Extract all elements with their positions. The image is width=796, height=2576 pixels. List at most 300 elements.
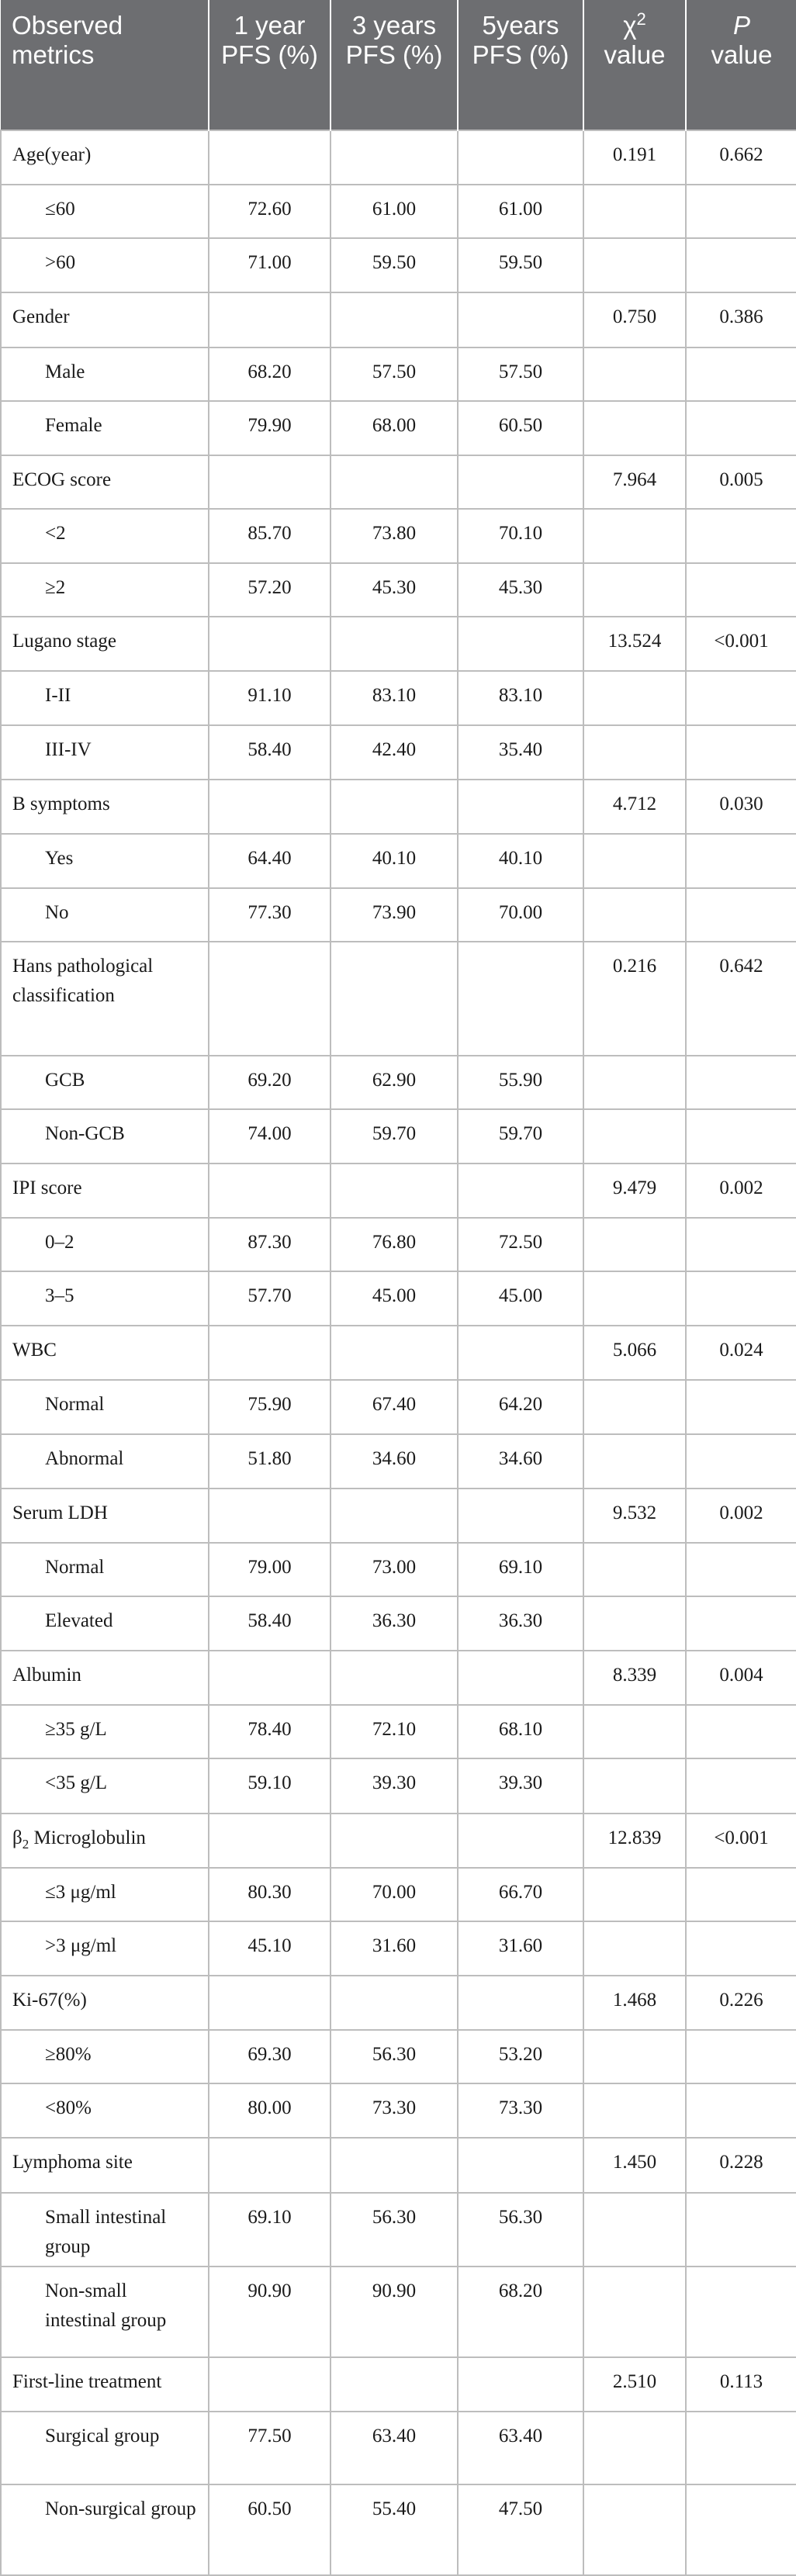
metric-label: Lymphoma site [1,2138,209,2192]
header-observed-metrics: Observed metrics [1,0,209,130]
metric-label: Gender [1,292,209,347]
pfs-1-year-cell [209,942,331,1056]
subgroup-row [1,509,796,563]
p-value-cell: 0.002 [686,1164,796,1218]
pfs-5-years-cell [458,1164,583,1218]
pfs-1-year-cell [209,1164,331,1218]
chi-square-cell [583,348,686,401]
p-value-cell [686,1056,796,1109]
pfs-5-years-cell [458,942,583,1056]
pfs-5-years-cell: 57.50 [458,348,583,401]
pfs-3-years-cell: 59.50 [331,238,458,292]
pfs-3-years-cell [331,1164,458,1218]
pfs-5-years-cell: 69.10 [458,1543,583,1596]
pfs-1-year-cell: 75.90 [209,1380,331,1433]
subgroup-label: Normal [1,1380,209,1433]
subgroup-label: Abnormal [1,1434,209,1489]
subgroup-label: Yes [1,834,209,888]
pfs-1-year-cell: 69.10 [209,2193,331,2267]
pfs-5-years-cell: 59.70 [458,1109,583,1164]
p-value-cell [686,2412,796,2484]
subgroup-label: Small intestinal group [1,2193,209,2267]
pfs-1-year-cell [209,2357,331,2412]
metric-label: IPI score [1,1164,209,1218]
metric-label: WBC [1,1326,209,1380]
pfs-3-years-cell [331,617,458,671]
pfs-5-years-cell: 56.30 [458,2193,583,2267]
subgroup-row [1,1543,796,1596]
pfs-5-years-cell: 83.10 [458,671,583,725]
p-value-cell [686,1921,796,1976]
pfs-1-year-cell: 80.00 [209,2083,331,2138]
chi-square-cell [583,1056,686,1109]
subgroup-label: 3–5 [1,1271,209,1326]
pfs-3-years-cell [331,292,458,347]
pfs-5-years-cell: 72.50 [458,1218,583,1271]
p-value-cell [686,725,796,779]
pfs-3-years-cell [331,1489,458,1543]
subgroup-label: Non-surgical group [1,2484,209,2575]
chi-square-cell [583,1434,686,1489]
pfs-5-years-cell: 60.50 [458,401,583,455]
subgroup-label: No [1,888,209,942]
metric-row [1,1164,796,1218]
pfs-1-year-cell: 77.50 [209,2412,331,2484]
subgroup-row [1,563,796,617]
chi-square-cell [583,725,686,779]
subgroup-row [1,671,796,725]
subgroup-row [1,2030,796,2083]
pfs-1-year-cell: 57.20 [209,563,331,617]
pfs-5-years-cell: 40.10 [458,834,583,888]
pfs-5-years-cell [458,455,583,509]
pfs-1-year-cell [209,1814,331,1868]
p-value-cell: 0.642 [686,942,796,1056]
metric-label [1,1814,209,1868]
pfs-3-years-cell: 62.90 [331,1056,458,1109]
p-value-cell: 0.005 [686,455,796,509]
pfs-3-years-cell: 55.40 [331,2484,458,2575]
pfs-1-year-cell: 72.60 [209,185,331,238]
pfs-5-years-cell [458,2357,583,2412]
pfs-1-year-cell: 80.30 [209,1868,331,1921]
chi-square-cell: 7.964 [583,455,686,509]
chi-square-cell: 9.479 [583,1164,686,1218]
pfs-5-years-cell: 45.30 [458,563,583,617]
pfs-3-years-cell [331,1976,458,2030]
pfs-1-year-cell: 91.10 [209,671,331,725]
pfs-5-years-cell: 35.40 [458,725,583,779]
pfs-1-year-cell: 51.80 [209,1434,331,1489]
pfs-5-years-cell [458,617,583,671]
subgroup-label: Female [1,401,209,455]
pfs-3-years-cell [331,1651,458,1705]
p-value-cell: 0.030 [686,780,796,834]
metric-label: First-line treatment [1,2357,209,2412]
chi-superscript: 2 [636,9,646,29]
pfs-1-year-cell: 69.30 [209,2030,331,2083]
chi-square-cell: 12.839 [583,1814,686,1868]
chi-square-cell: 0.191 [583,130,686,185]
pfs-5-years-cell: 59.50 [458,238,583,292]
chi-square-cell [583,401,686,455]
p-value-cell: 0.002 [686,1489,796,1543]
chi-square-cell [583,1380,686,1433]
pfs-1-year-cell: 68.20 [209,348,331,401]
p-value-cell [686,1380,796,1433]
header-5-years-pfs: 5years PFS (%) [458,0,583,130]
pfs-3-years-cell: 56.30 [331,2030,458,2083]
pfs-5-years-cell [458,1814,583,1868]
subgroup-row [1,1868,796,1921]
pfs-5-years-cell: 61.00 [458,185,583,238]
pfs-1-year-cell: 90.90 [209,2267,331,2357]
pfs-3-years-cell: 45.00 [331,1271,458,1326]
pfs-3-years-cell: 90.90 [331,2267,458,2357]
pfs-3-years-cell: 70.00 [331,1868,458,1921]
pfs-5-years-cell: 68.10 [458,1705,583,1758]
pfs-3-years-cell: 34.60 [331,1434,458,1489]
chi-square-cell [583,2484,686,2575]
pfs-1-year-cell [209,1651,331,1705]
pfs-1-year-cell: 78.40 [209,1705,331,1758]
label-subscript: 2 [22,1836,29,1852]
pfs-1-year-cell [209,617,331,671]
metric-row [1,130,796,185]
pfs-3-years-cell: 61.00 [331,185,458,238]
chi-square-cell: 4.712 [583,780,686,834]
pfs-1-year-cell: 58.40 [209,725,331,779]
metric-row [1,1326,796,1380]
pfs-5-years-cell: 39.30 [458,1758,583,1813]
pfs-3-years-cell: 63.40 [331,2412,458,2484]
metric-label: Albumin [1,1651,209,1705]
subgroup-row [1,1434,796,1489]
p-value-cell [686,185,796,238]
chi-square-cell [583,1543,686,1596]
header-1-year-pfs: 1 year PFS (%) [209,0,331,130]
pfs-1-year-cell: 60.50 [209,2484,331,2575]
pfs-1-year-cell [209,2138,331,2192]
subgroup-label: <2 [1,509,209,563]
pfs-3-years-cell: 68.00 [331,401,458,455]
pfs-1-year-cell [209,130,331,185]
chi-square-cell [583,1109,686,1164]
chi-square-cell: 9.532 [583,1489,686,1543]
chi-square-cell [583,563,686,617]
pfs-3-years-cell: 31.60 [331,1921,458,1976]
pfs-1-year-cell: 57.70 [209,1271,331,1326]
pfs-3-years-cell: 45.30 [331,563,458,617]
p-value-cell: 0.226 [686,1976,796,2030]
subgroup-row [1,238,796,292]
pfs-3-years-cell: 73.90 [331,888,458,942]
pfs-3-years-cell [331,455,458,509]
pfs-5-years-cell [458,292,583,347]
metric-row [1,780,796,834]
subgroup-row [1,1109,796,1164]
subgroup-row [1,185,796,238]
chi-square-cell [583,1868,686,1921]
p-value-cell [686,834,796,888]
metric-row [1,942,796,1056]
pfs-5-years-cell: 31.60 [458,1921,583,1976]
pfs-3-years-cell: 73.00 [331,1543,458,1596]
pfs-1-year-cell: 79.90 [209,401,331,455]
pfs-5-years-cell [458,130,583,185]
p-value-cell [686,1868,796,1921]
chi-square-cell [583,2267,686,2357]
chi-square-cell: 2.510 [583,2357,686,2412]
pfs-5-years-cell: 47.50 [458,2484,583,2575]
pfs-5-years-cell: 34.60 [458,1434,583,1489]
subgroup-label: Normal [1,1543,209,1596]
chi-square-cell [583,185,686,238]
p-value-cell [686,1109,796,1164]
p-value-cell [686,401,796,455]
chi-square-cell [583,2030,686,2083]
header-row [1,0,796,130]
pfs-1-year-cell [209,292,331,347]
p-value-cell [686,348,796,401]
subgroup-label: ≥2 [1,563,209,617]
pfs-5-years-cell: 55.90 [458,1056,583,1109]
subgroup-label: ≤60 [1,185,209,238]
pfs-5-years-cell: 70.00 [458,888,583,942]
header-chi-square-value [583,0,686,130]
pfs-1-year-cell: 74.00 [209,1109,331,1164]
chi-square-cell [583,2083,686,2138]
p-value-cell [686,1596,796,1651]
subgroup-label: ≥35 g/L [1,1705,209,1758]
chi-square-cell: 0.216 [583,942,686,1056]
chi-square-cell: 1.450 [583,2138,686,2192]
pfs-3-years-cell [331,2357,458,2412]
pfs-1-year-cell: 87.30 [209,1218,331,1271]
pfs-5-years-cell: 68.20 [458,2267,583,2357]
pfs-5-years-cell [458,1326,583,1380]
pfs-5-years-cell: 73.30 [458,2083,583,2138]
chi-symbol: χ [623,11,637,40]
pfs-3-years-cell: 59.70 [331,1109,458,1164]
p-value-cell [686,2484,796,2575]
p-value-cell [686,509,796,563]
chi-square-cell: 5.066 [583,1326,686,1380]
p-value-cell: 0.024 [686,1326,796,1380]
subgroup-row [1,1921,796,1976]
pfs-1-year-cell: 64.40 [209,834,331,888]
p-value-cell: 0.228 [686,2138,796,2192]
subgroup-row [1,401,796,455]
metric-label: Age(year) [1,130,209,185]
chi-square-cell [583,1921,686,1976]
pfs-1-year-cell: 58.40 [209,1596,331,1651]
metric-label: ECOG score [1,455,209,509]
pfs-5-years-cell [458,780,583,834]
metric-row [1,1976,796,2030]
subgroup-row [1,2412,796,2484]
chi-square-cell [583,1596,686,1651]
pfs-3-years-cell: 56.30 [331,2193,458,2267]
pfs-5-years-cell [458,2138,583,2192]
metric-row [1,1651,796,1705]
p-value-cell [686,238,796,292]
subgroup-label: >60 [1,238,209,292]
subgroup-row [1,2267,796,2357]
header-3-years-pfs: 3 years PFS (%) [331,0,458,130]
chi-square-cell [583,1218,686,1271]
pfs-3-years-cell [331,130,458,185]
chi-square-cell [583,2412,686,2484]
pfs-3-years-cell: 39.30 [331,1758,458,1813]
p-value-word: value [711,40,773,69]
chi-square-cell [583,2193,686,2267]
subgroup-row [1,1380,796,1433]
pfs-3-years-cell: 83.10 [331,671,458,725]
chi-square-cell [583,238,686,292]
pfs-5-years-cell: 66.70 [458,1868,583,1921]
subgroup-row [1,888,796,942]
subgroup-label: ≥80% [1,2030,209,2083]
pfs-5-years-cell [458,1976,583,2030]
p-value-cell [686,1218,796,1271]
pfs-3-years-cell: 73.80 [331,509,458,563]
chi-square-cell [583,509,686,563]
subgroup-label: <80% [1,2083,209,2138]
p-value-cell [686,563,796,617]
p-value-cell: 0.113 [686,2357,796,2412]
pfs-1-year-cell [209,780,331,834]
pfs-5-years-cell: 64.20 [458,1380,583,1433]
subgroup-label: ≤3 μg/ml [1,1868,209,1921]
chi-square-cell [583,1271,686,1326]
metric-row [1,1814,796,1868]
p-letter: P [732,11,750,40]
subgroup-row [1,348,796,401]
label-base: β [12,1827,22,1848]
metric-row [1,455,796,509]
subgroup-row [1,2193,796,2267]
p-value-cell: <0.001 [686,1814,796,1868]
chi-square-cell: 1.468 [583,1976,686,2030]
pfs-5-years-cell: 45.00 [458,1271,583,1326]
pfs-5-years-cell: 63.40 [458,2412,583,2484]
p-value-cell [686,1271,796,1326]
subgroup-label: Male [1,348,209,401]
subgroup-row [1,1596,796,1651]
pfs-3-years-cell [331,780,458,834]
subgroup-row [1,1705,796,1758]
subgroup-label: 0–2 [1,1218,209,1271]
pfs-1-year-cell: 71.00 [209,238,331,292]
subgroup-label: III-IV [1,725,209,779]
pfs-3-years-cell: 40.10 [331,834,458,888]
pfs-1-year-cell: 85.70 [209,509,331,563]
pfs-3-years-cell: 73.30 [331,2083,458,2138]
metric-label: B symptoms [1,780,209,834]
table-header [1,0,796,130]
pfs-3-years-cell [331,1326,458,1380]
chi-square-cell: 13.524 [583,617,686,671]
pfs-3-years-cell [331,942,458,1056]
pfs-5-years-cell [458,1651,583,1705]
subgroup-row [1,1056,796,1109]
pfs-1-year-cell [209,455,331,509]
subgroup-row [1,834,796,888]
pfs-1-year-cell: 59.10 [209,1758,331,1813]
subgroup-label: >3 μg/ml [1,1921,209,1976]
p-value-cell [686,671,796,725]
metric-label: Serum LDH [1,1489,209,1543]
table-body [1,130,796,2575]
pfs-1-year-cell: 79.00 [209,1543,331,1596]
pfs-1-year-cell [209,1489,331,1543]
subgroup-label: Elevated [1,1596,209,1651]
p-value-cell [686,2267,796,2357]
p-value-cell [686,2193,796,2267]
p-value-cell: 0.004 [686,1651,796,1705]
chi-value-word: value [604,40,666,69]
p-value-cell [686,1758,796,1813]
p-value-cell [686,2030,796,2083]
chi-square-cell: 0.750 [583,292,686,347]
chi-square-cell [583,888,686,942]
chi-square-cell: 8.339 [583,1651,686,1705]
subgroup-label: GCB [1,1056,209,1109]
chi-square-cell [583,1705,686,1758]
subgroup-row [1,2484,796,2575]
metric-row [1,617,796,671]
p-value-cell: <0.001 [686,617,796,671]
pfs-3-years-cell: 67.40 [331,1380,458,1433]
p-value-cell [686,888,796,942]
p-value-cell [686,1543,796,1596]
pfs-1-year-cell [209,1976,331,2030]
pfs-1-year-cell: 77.30 [209,888,331,942]
pfs-5-years-cell [458,1489,583,1543]
metric-row [1,1489,796,1543]
metric-row [1,2138,796,2192]
header-p-value [686,0,796,130]
pfs-3-years-cell: 57.50 [331,348,458,401]
metric-row [1,292,796,347]
p-value-cell [686,1705,796,1758]
subgroup-label: Non-small intestinal group [1,2267,209,2357]
subgroup-row [1,1758,796,1813]
subgroup-row [1,1218,796,1271]
pfs-3-years-cell: 36.30 [331,1596,458,1651]
metric-row [1,2357,796,2412]
pfs-3-years-cell: 42.40 [331,725,458,779]
subgroup-label: Non-GCB [1,1109,209,1164]
p-value-cell: 0.662 [686,130,796,185]
pfs-3-years-cell: 72.10 [331,1705,458,1758]
pfs-3-years-cell [331,2138,458,2192]
metric-label: Lugano stage [1,617,209,671]
pfs-5-years-cell: 70.10 [458,509,583,563]
metric-label: Hans pathological classification [1,942,209,1056]
chi-square-cell [583,671,686,725]
metric-label: Ki-67(%) [1,1976,209,2030]
p-value-cell: 0.386 [686,292,796,347]
chi-square-cell [583,1758,686,1813]
subgroup-label: I-II [1,671,209,725]
pfs-5-years-cell: 53.20 [458,2030,583,2083]
p-value-cell [686,2083,796,2138]
subgroup-label: Surgical group [1,2412,209,2484]
subgroup-row [1,725,796,779]
pfs-1-year-cell: 69.20 [209,1056,331,1109]
